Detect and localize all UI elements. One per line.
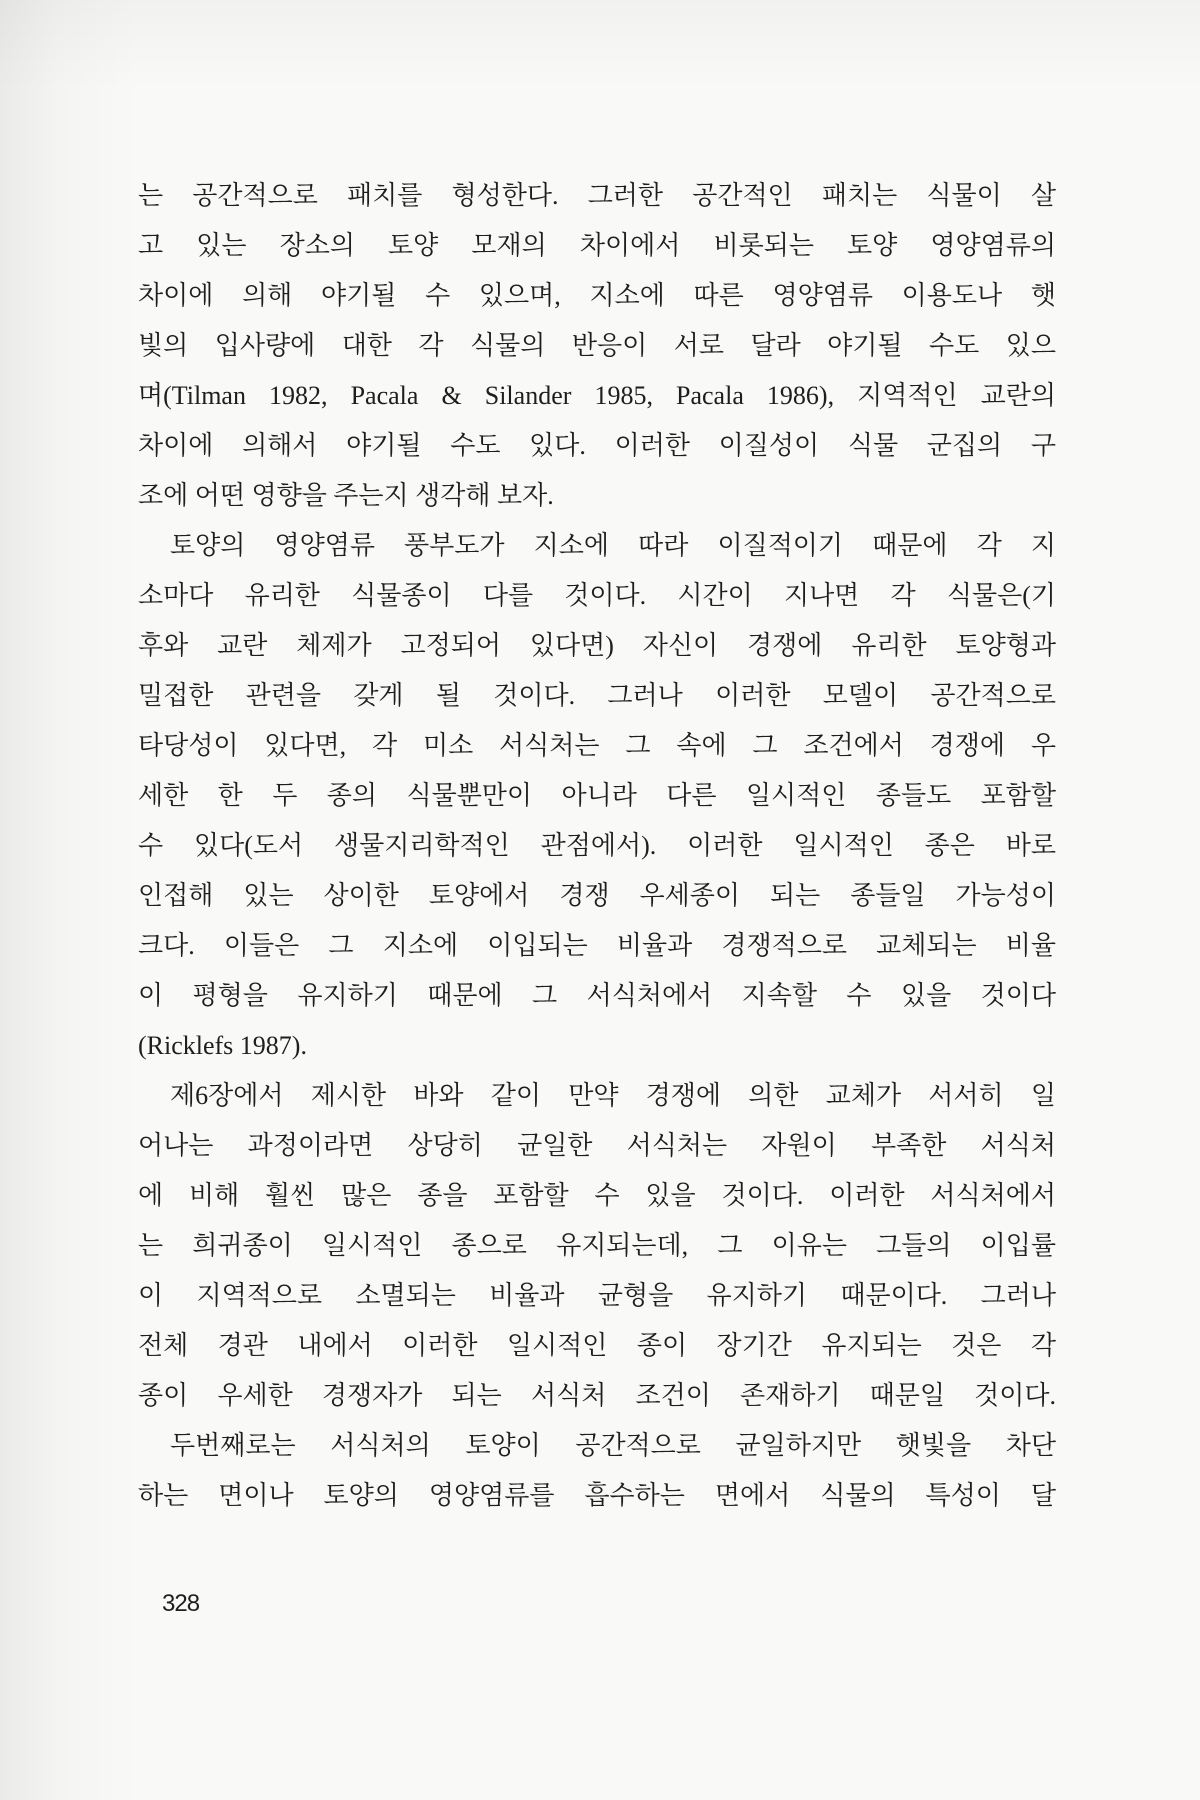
body-text: [138, 171, 1056, 1521]
paragraph: [138, 521, 1056, 1071]
text-line: 후와 교란 체제가 고정되어 있다면) 자신이 경쟁에 유리한 토양형과: [138, 631, 1056, 660]
text-line: 는 희귀종이 일시적인 종으로 유지되는데, 그 이유는 그들의 이입률: [138, 1231, 1056, 1260]
text-line: 이 지역적으로 소멸되는 비율과 균형을 유지하기 때문이다. 그러나: [138, 1281, 1056, 1310]
page-number: 328: [162, 1590, 200, 1617]
text-line: 크다. 이들은 그 지소에 이입되는 비율과 경쟁적으로 교체되는 비율: [138, 931, 1056, 960]
text-line: 소마다 유리한 식물종이 다를 것이다. 시간이 지나면 각 식물은(기: [138, 581, 1056, 610]
paragraph: [138, 1071, 1056, 1421]
text-line: 이 평형을 유지하기 때문에 그 서식처에서 지속할 수 있을 것이다: [138, 981, 1056, 1010]
text-line: (Ricklefs 1987).: [138, 1031, 307, 1060]
text-line: 인접해 있는 상이한 토양에서 경쟁 우세종이 되는 종들일 가능성이: [138, 881, 1056, 910]
text-line: 차이에 의해 야기될 수 있으며, 지소에 따른 영양염류 이용도나 햇: [138, 281, 1056, 310]
text-line: 조에 어떤 영향을 주는지 생각해 보자.: [138, 481, 554, 510]
text-line: 종이 우세한 경쟁자가 되는 서식처 조건이 존재하기 때문일 것이다.: [138, 1381, 1056, 1410]
text-line: 하는 면이나 토양의 영양염류를 흡수하는 면에서 식물의 특성이 달: [138, 1481, 1056, 1510]
text-line: 밀접한 관련을 갖게 될 것이다. 그러나 이러한 모델이 공간적으로: [138, 681, 1056, 710]
text-line: 전체 경관 내에서 이러한 일시적인 종이 장기간 유지되는 것은 각: [138, 1331, 1056, 1360]
text-line: 며(Tilman 1982, Pacala & Silander 1985, Pacala 1986), 지역적인 교란의: [138, 381, 1056, 410]
text-line: 두번째로는 서식처의 토양이 공간적으로 균일하지만 햇빛을 차단: [170, 1431, 1056, 1460]
text-line: 차이에 의해서 야기될 수도 있다. 이러한 이질성이 식물 군집의 구: [138, 431, 1056, 460]
text-line: 제6장에서 제시한 바와 같이 만약 경쟁에 의한 교체가 서서히 일: [170, 1081, 1056, 1110]
text-line: 빛의 입사량에 대한 각 식물의 반응이 서로 달라 야기될 수도 있으: [138, 331, 1056, 360]
text-line: 고 있는 장소의 토양 모재의 차이에서 비롯되는 토양 영양염류의: [138, 231, 1056, 260]
paragraph: [138, 171, 1056, 521]
text-line: 수 있다(도서 생물지리학적인 관점에서). 이러한 일시적인 종은 바로: [138, 831, 1056, 860]
text-line: 토양의 영양염류 풍부도가 지소에 따라 이질적이기 때문에 각 지: [170, 531, 1056, 560]
text-line: 에 비해 훨씬 많은 종을 포함할 수 있을 것이다. 이러한 서식처에서: [138, 1181, 1056, 1210]
text-line: 어나는 과정이라면 상당히 균일한 서식처는 자원이 부족한 서식처: [138, 1131, 1056, 1160]
paragraph: [138, 1421, 1056, 1521]
text-line: 타당성이 있다면, 각 미소 서식처는 그 속에 그 조건에서 경쟁에 우: [138, 731, 1056, 760]
text-line: 는 공간적으로 패치를 형성한다. 그러한 공간적인 패치는 식물이 살: [138, 181, 1056, 210]
text-line: 세한 한 두 종의 식물뿐만이 아니라 다른 일시적인 종들도 포함할: [138, 781, 1056, 810]
